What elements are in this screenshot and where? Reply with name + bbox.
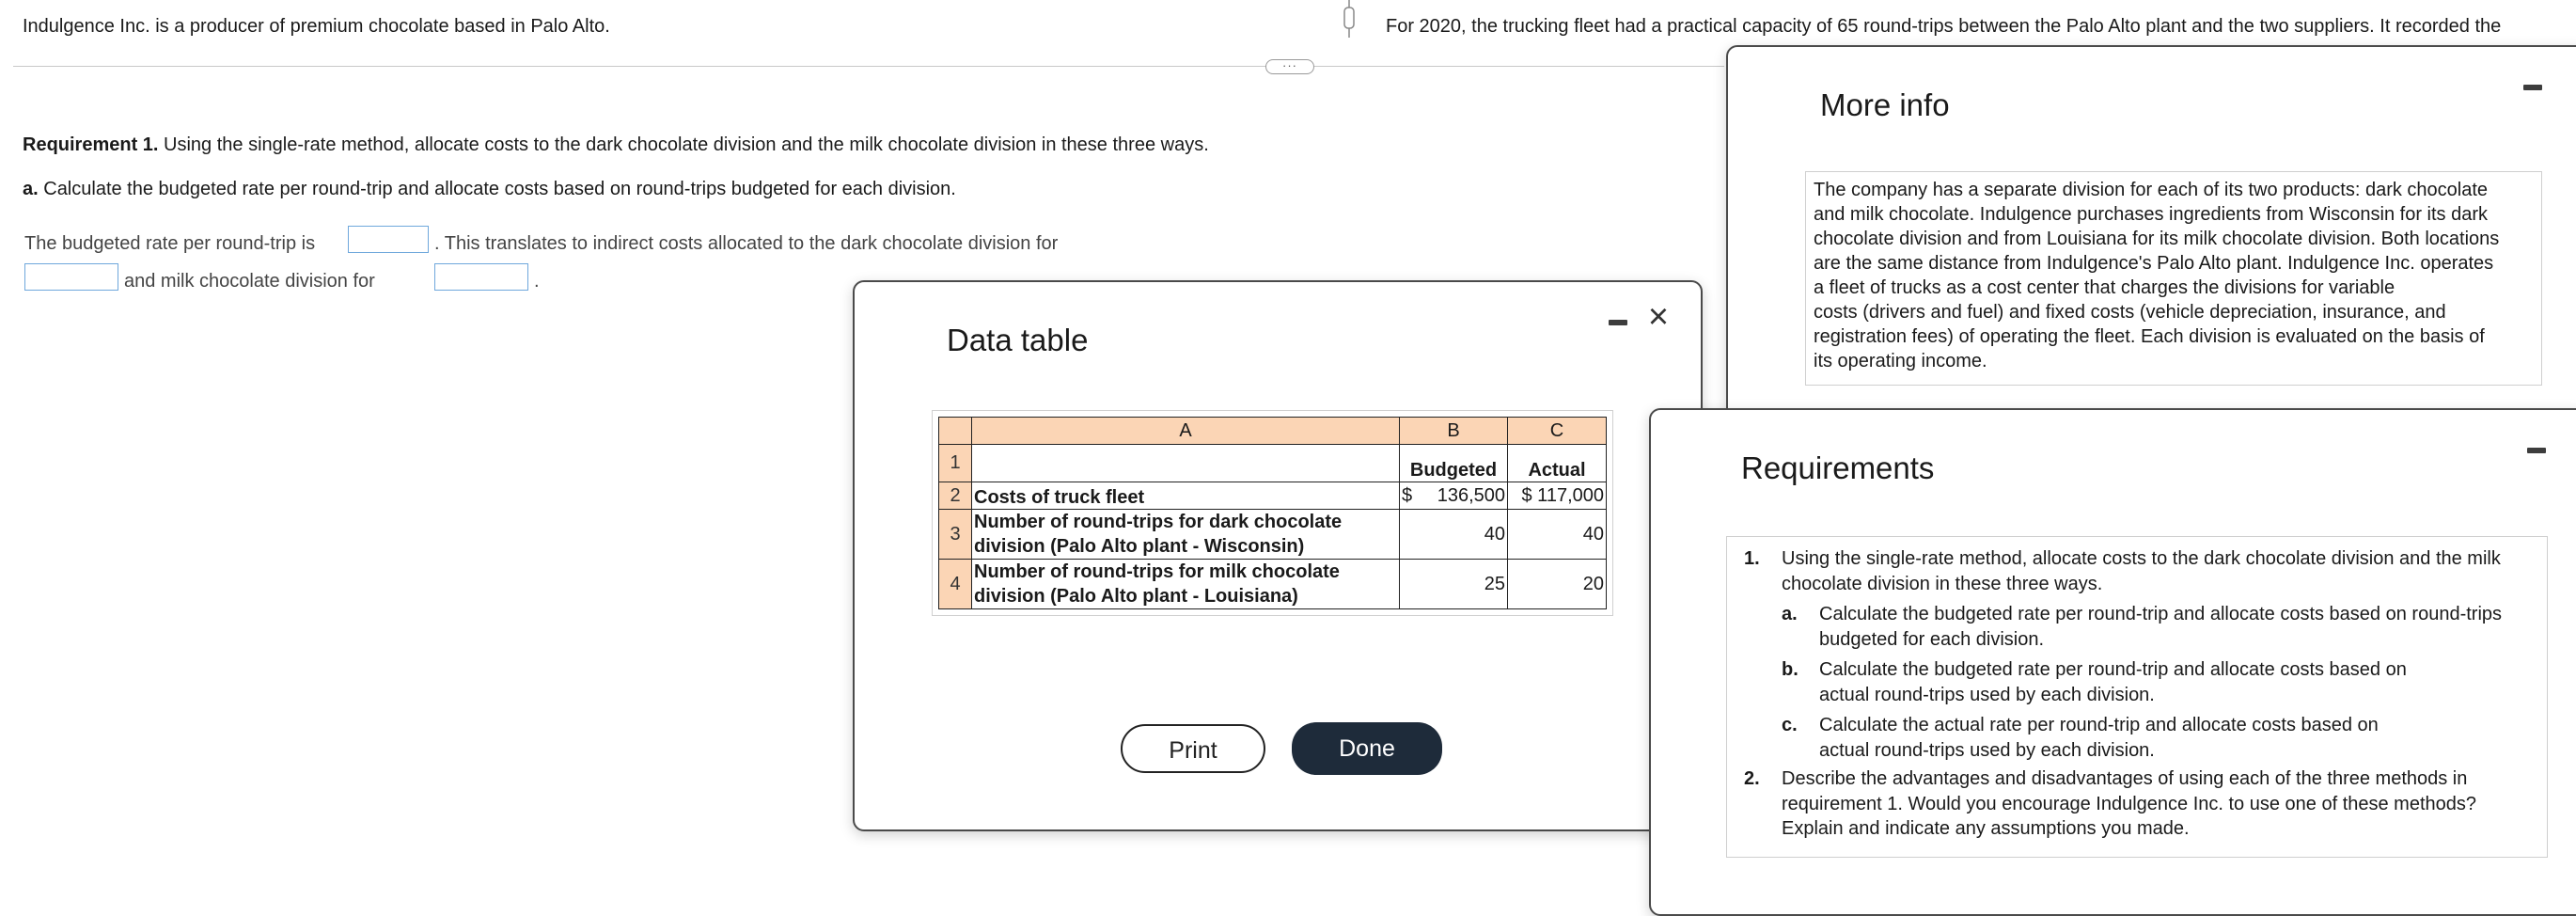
more-info-text	[1805, 171, 2542, 386]
column-header-a: A	[972, 418, 1400, 445]
cell-budgeted-value: 40	[1400, 510, 1508, 560]
table-row	[939, 510, 1607, 560]
cell-budgeted-value	[1400, 482, 1508, 510]
subitem-line: budgeted for each division.	[1819, 628, 2045, 650]
fill-in-text-3: and milk chocolate division for	[124, 271, 375, 292]
requirement-subitem	[1733, 713, 2539, 763]
cell-budgeted-header: Budgeted	[1400, 445, 1508, 482]
row-number: 2	[939, 482, 972, 510]
dark-chocolate-allocation-input[interactable]	[24, 263, 118, 291]
dialog-title: Requirements	[1741, 450, 1935, 485]
info-line: registration fees) of operating the fleet. Each division is evaluated on the basis of	[1814, 326, 2485, 347]
requirement-1-heading	[23, 134, 1209, 156]
data-table-dialog	[853, 280, 1703, 831]
row-label: Costs of truck fleet	[972, 482, 1400, 510]
requirement-line: Explain and indicate any assumptions you made.	[1782, 818, 2190, 839]
info-line: its operating income.	[1814, 351, 1987, 371]
cell-actual-value: 20	[1508, 560, 1607, 609]
cell-budgeted-value: 25	[1400, 560, 1508, 609]
minimize-icon[interactable]	[1609, 320, 1627, 325]
fill-in-text-4: .	[534, 271, 540, 292]
table-row	[939, 560, 1607, 609]
subitem-label: a.	[1782, 604, 1798, 624]
row-label-line: Number of round-trips for milk chocolate	[974, 561, 1340, 582]
cell-a1	[972, 445, 1400, 482]
row-label	[972, 560, 1400, 609]
dialog-title: More info	[1820, 87, 1950, 122]
requirement-item	[1733, 546, 2539, 596]
currency-symbol: $	[1402, 484, 1413, 506]
cell-actual-header: Actual	[1508, 445, 1607, 482]
row-label-line: division (Palo Alto plant - Wisconsin)	[974, 536, 1305, 557]
requirement-line: requirement 1. Would you encourage Indulgence Inc. to use one of these methods?	[1782, 793, 2477, 814]
info-line: and milk chocolate. Indulgence purchases ingredients from Wisconsin for its dark	[1814, 204, 2489, 225]
info-line: are the same distance from Indulgence's Palo Alto plant. Indulgence Inc. operates	[1814, 253, 2494, 274]
close-icon[interactable]: ×	[1647, 297, 1670, 337]
fill-in-text-2: . This translates to indirect costs allocated to the dark chocolate division for	[434, 233, 1059, 254]
table-row	[939, 482, 1607, 510]
row-label-line: Number of round-trips for dark chocolate	[974, 512, 1343, 532]
milk-chocolate-allocation-input[interactable]	[434, 263, 528, 291]
expand-more-button[interactable]: ···	[1265, 59, 1314, 74]
subitem-line: actual round-trips used by each division.	[1819, 684, 2155, 705]
requirement-1-label: Requirement 1.	[23, 134, 159, 155]
info-line: costs (drivers and fuel) and fixed costs (vehicle depreciation, insurance, and	[1814, 302, 2446, 323]
info-line: a fleet of trucks as a cost center that charges the divisions for variable	[1814, 277, 2395, 298]
minimize-icon[interactable]	[2523, 85, 2542, 90]
requirements-dialog	[1649, 408, 2576, 916]
divider	[13, 66, 1724, 67]
print-button[interactable]: Print	[1121, 724, 1265, 773]
column-header-c: C	[1508, 418, 1607, 445]
done-button[interactable]: Done	[1292, 722, 1442, 775]
row-label-line: division (Palo Alto plant - Louisiana)	[974, 586, 1298, 607]
data-spreadsheet	[938, 417, 1607, 609]
cell-actual-value: $ 117,000	[1508, 482, 1607, 510]
problem-text-right: For 2020, the trucking fleet had a practical capacity of 65 round-trips between the Palo Alto plant and the two suppliers. It recorded the	[1386, 16, 2502, 37]
budgeted-value: 136,500	[1437, 484, 1505, 506]
column-header-b: B	[1400, 418, 1508, 445]
row-label	[972, 510, 1400, 560]
minimize-icon[interactable]	[2527, 448, 2546, 453]
rate-per-round-trip-input[interactable]	[348, 226, 429, 253]
info-line: chocolate division and from Louisiana for its milk chocolate division. Both locations	[1814, 229, 2500, 249]
requirement-subitem	[1733, 657, 2539, 707]
fill-in-text-1: The budgeted rate per round-trip is	[24, 233, 316, 254]
part-a-heading	[23, 178, 956, 200]
requirement-number: 2.	[1744, 768, 1760, 789]
subitem-line: Calculate the budgeted rate per round-trip and allocate costs based on round-trips	[1819, 604, 2503, 624]
row-number: 4	[939, 560, 972, 609]
requirement-number: 1.	[1744, 548, 1760, 569]
requirement-subitem	[1733, 602, 2539, 652]
cell-actual-value: 40	[1508, 510, 1607, 560]
spreadsheet-frame	[932, 410, 1613, 616]
corner-cell	[939, 418, 972, 445]
part-a-label: a.	[23, 179, 39, 199]
intro-text: Indulgence Inc. is a producer of premium chocolate based in Palo Alto.	[23, 16, 610, 37]
requirement-line: chocolate division in these three ways.	[1782, 573, 2103, 594]
info-line: The company has a separate division for each of its two products: dark chocolate	[1814, 180, 2489, 200]
subitem-line: Calculate the budgeted rate per round-trip and allocate costs based on	[1819, 659, 2407, 680]
splitter-handle-icon[interactable]	[1341, 0, 1358, 38]
dialog-title: Data table	[947, 323, 1089, 357]
requirement-item	[1733, 766, 2539, 842]
requirement-line: Describe the advantages and disadvantages of using each of the three methods in	[1782, 768, 2468, 789]
subitem-label: b.	[1782, 659, 1798, 680]
row-number: 3	[939, 510, 972, 560]
requirement-1-text: Using the single-rate method, allocate costs to the dark chocolate division and the milk chocolate division in these three ways.	[158, 134, 1209, 155]
subitem-label: c.	[1782, 715, 1798, 735]
part-a-text: Calculate the budgeted rate per round-trip and allocate costs based on round-trips budgeted for each division.	[38, 179, 956, 199]
subitem-line: Calculate the actual rate per round-trip and allocate costs based on	[1819, 715, 2379, 735]
subitem-line: actual round-trips used by each division.	[1819, 739, 2155, 761]
requirements-list	[1726, 536, 2548, 858]
row-number: 1	[939, 445, 972, 482]
requirement-line: Using the single-rate method, allocate costs to the dark chocolate division and the milk	[1782, 548, 2501, 569]
